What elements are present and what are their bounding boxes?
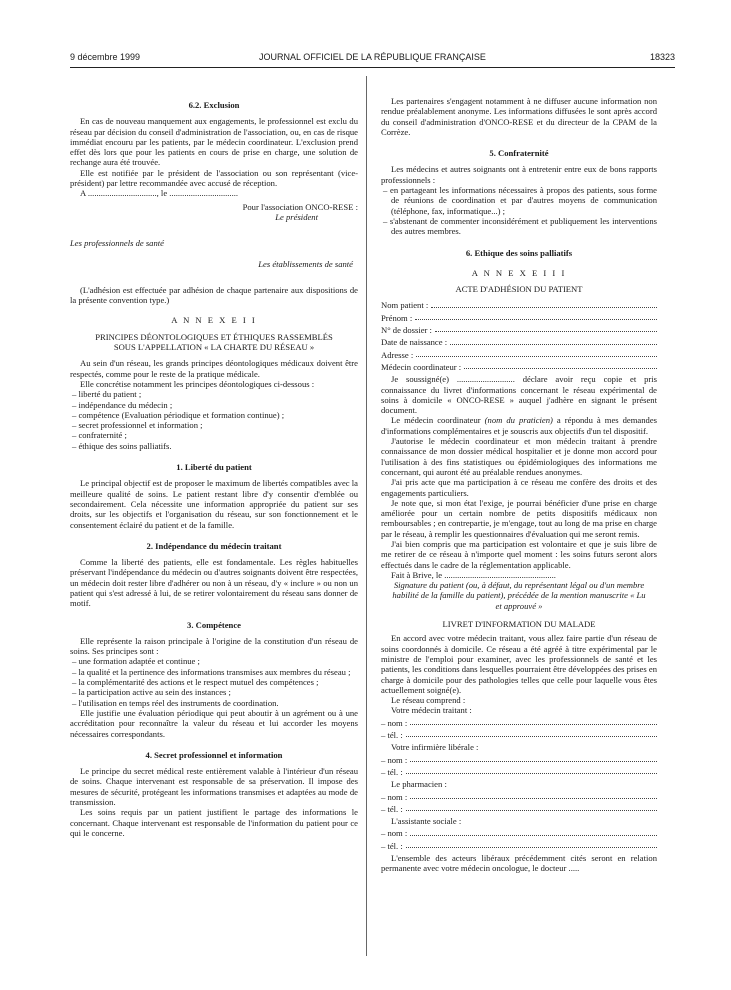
section-2-title: 2. Indépendance du médecin traitant (146, 540, 282, 551)
exclusion-paragraph: En cas de nouveau manquement aux engagements, le professionnel est exclu du réseau par décision du conseil d'administration de l'association, ou, en cas de risque immédiat encouru par les patients, par le médecin coordinateur. L'exclusion prend effet dès lors que pour les patients en cours de prise en charge, une solution de rechange aura été trouvée. (70, 116, 358, 168)
charter-principles-intro: Elle concrétise notamment les principes déontologiques ci-dessous : (80, 378, 315, 389)
network-includes: Le réseau comprend : (391, 695, 466, 706)
list-item: – indépendance du médecin ; (72, 399, 173, 410)
section-5-title: 5. Confraternité (489, 148, 549, 159)
section-6-title: 6. Ethique des soins palliatifs (465, 247, 573, 258)
nurse-label: Votre infirmière libérale : (391, 742, 479, 753)
acknowledgement-paragraph: J'ai pris acte que ma participation à ce réseau me confère des droits et des engagements particuliers. (381, 477, 657, 498)
section-5-paragraph: Les médecins et autres soignants ont à entretenir entre eux de bons rapports professionnels : (381, 164, 657, 185)
doctor-phone-field: – tél. : (381, 730, 657, 740)
partners-commitment: Les partenaires s'engagent notamment à ne diffuser aucune information non rendue préalablement anonyme. Les informations diffusées le sont après accord du conseil d'administration d'ONCO-RESE et du directeur de la CPAM de la Corrèze. (381, 96, 657, 137)
form-field-address: Adresse : (381, 350, 657, 360)
annexe-2-subtitle-1: PRINCIPES DÉONTOLOGIQUES ET ÉTHIQUES RASSEMBLÉS (95, 331, 333, 342)
header-rule (70, 67, 675, 68)
list-item: – éthique des soins palliatifs. (72, 440, 172, 451)
voluntary-paragraph: J'ai bien compris que ma participation est volontaire et que je suis libre de me retirer de ce réseau à n'importe quel moment : les soins futurs seront alors effectués dans le cadre de la réglementation applicable. (381, 538, 657, 570)
doctor-name-field: – nom : (381, 718, 657, 728)
section-4-title: 4. Secret professionnel et information (145, 749, 283, 760)
list-item: – la complémentarité des actions et le respect mutuel des compétences ; (72, 677, 319, 688)
pharmacist-label: Le pharmacien : (391, 779, 447, 790)
header-journal-title: JOURNAL OFFICIEL DE LA RÉPUBLIQUE FRANÇAISE (259, 52, 486, 62)
authorization-paragraph: J'autorise le médecin coordinateur et mon médecin traitant à prendre connaissance de mon dossier médical hospitalier et je donne mon accord pour l'utilisation à des fins statistiques ou épidémiologiques des informations me concernant, qui auront été au préalable rendues anonymes. (381, 436, 657, 477)
list-item: – la qualité et la pertinence des informations transmises aux membres du réseau ; (72, 666, 351, 677)
place-date-line: A ................................, le ................................ (80, 188, 239, 199)
section-4-paragraph-2: Les soins requis par un patient justifient le partage des informations le concernant. Chaque intervenant est responsable de l'information du patient pour ce qui le concerne. (70, 807, 358, 838)
social-worker-phone-field: – tél. : (381, 841, 657, 851)
for-association: Pour l'association ONCO-RESE : (242, 201, 358, 212)
health-professionals-label: Les professionnels de santé (70, 238, 164, 249)
list-item: – confraternité ; (72, 430, 127, 441)
form-field-birth-date: Date de naissance : (381, 337, 657, 347)
form-field-patient-name: Nom patient : (381, 300, 657, 310)
social-worker-label: L'assistante sociale : (391, 816, 462, 827)
list-item: – compétence (Evaluation périodique et formation continue) ; (72, 409, 285, 420)
form-field-coordinator: Médecin coordinateur : (381, 362, 657, 372)
confraternity-list (381, 185, 657, 236)
social-worker-name-field: – nom : (381, 828, 657, 838)
exclusion-title: 6.2. Exclusion (188, 100, 240, 110)
undersigned-declaration: Je soussigné(e) ........................... déclare avoir reçu copie et pris connaissance du livret d'informations concernant le réseau expérimental de soins à domicile « ONCO-RESE » auquel j'adhère en signant le présent document. (381, 374, 657, 416)
form-field-first-name: Prénom : (381, 313, 657, 323)
section-4-paragraph-1: Le principe du secret médical reste entièrement valable à l'intérieur d'un réseau de soins. Chaque intervenant est responsable de sa préservation. Il impose des mesures de sécurité, protégeant les informations transmises et adaptées au mode de transmission. (70, 766, 358, 808)
annexe-2-title: A N N E X E I I (171, 315, 257, 326)
pharmacist-name-field: – nom : (381, 792, 657, 802)
patient-form (381, 300, 657, 372)
right-column (381, 76, 657, 874)
care-note-paragraph: Je note que, si mon état l'exige, je pourrai bénéficier d'une prise en charge améliorée pour un certain nombre de petits dispositifs médicaux non remboursables ; en contrepartie, je m'engage, tout au long de ma prise en charge par le réseau, à remplir les questionnaires d'évaluation qui me seront remis. (381, 497, 657, 539)
exclusion-notification: Elle est notifiée par le président de l'association ou son représentant (vice-président) par lettre recommandée avec accusé de réception. (70, 167, 358, 189)
list-item: – l'utilisation en temps réel des instruments de coordination. (72, 697, 279, 708)
section-1-paragraph: Le principal objectif est de proposer le maximum de libertés compatibles avec la meilleure qualité de soins. Le patient restant libre d'y consentir d'emblée ou secondairement. Cela nécessite une information appropriée du patient sur ses droits, sur les objectifs et l'organisation du réseau, sur son fonctionnement et le consentement éclairé du patient et de la famille. (70, 478, 358, 530)
pharmacist-phone-field: – tél. : (381, 804, 657, 814)
nurse-phone-field: – tél. : (381, 767, 657, 777)
actors-relation-paragraph: L'ensemble des acteurs libéraux précédemment cités seront en relation permanente avec votre médecin oncologue, le docteur ..... (381, 853, 657, 874)
list-item: – en partageant les informations nécessaires à propos des patients, sous forme de réunions de coordination et par d'autres moyens de communication (téléphone, fax, informatique...) ; (383, 185, 657, 216)
section-2-paragraph: Comme la liberté des patients, elle est fondamentale. Les règles habituelles préservant l'indépendance du médecin ou d'autres soignants doivent être respectées, un médecin doit rester libre d'adhérer ou non à un réseau, d'y « inclure » ou non un patient qui s'est adressé à lui, de se retirer volontairement du réseau sans donner de motif. (70, 557, 358, 609)
annexe-3-subtitle: ACTE D'ADHÉSION DU PATIENT (455, 284, 583, 295)
section-3-intro: Elle représente la raison principale à l'origine de la constitution d'un réseau de soins. Ses principes sont : (70, 635, 358, 657)
signature-instruction: Signature du patient (ou, à défaut, du représentant légal ou d'un membre habilité de la famille du patient), précédée de la mention manuscrite « Lu et approuvé » (392, 580, 646, 611)
column-divider (366, 76, 367, 956)
charter-intro: Au sein d'un réseau, les grands principes déontologiques médicaux doivent être respectés, comme pour le reste de la pratique médicale. (70, 358, 358, 379)
list-item: – s'abstenant de commenter inconsidérément et publiquement les interventions des autres membres. (383, 215, 657, 237)
header-page-number: 18323 (649, 52, 675, 62)
page-header (70, 52, 675, 66)
section-3-title: 3. Compétence (187, 619, 241, 630)
treating-doctor-label: Votre médecin traitant : (391, 705, 472, 716)
section-3-evaluation: Elle justifie une évaluation périodique qui peut aboutir à un agrément ou à une accréditation pour reconnaître la valeur du réseau et lui accorder les moyens nécessaires correspondants. (70, 707, 358, 739)
left-column (70, 76, 358, 838)
booklet-intro: En accord avec votre médecin traitant, vous allez faire partie d'un réseau de soins coordonnés à domicile. Ce réseau a été agréé à titre expérimental par le ministre de l'emploi pour examiner, avec les professionnels de santé et les patients, les conditions dans lesquelles pourraient être développées des prises en charge à domicile pour des pathologies telles que celle pour laquelle vous êtes actuellement soigné(e). (381, 633, 657, 695)
list-item: – secret professionnel et information ; (72, 420, 203, 431)
nurse-name-field: – nom : (381, 755, 657, 765)
section-1-title: 1. Liberté du patient (176, 462, 252, 473)
list-item: – une formation adaptée et continue ; (72, 656, 200, 667)
coordinator-statement: Le médecin coordinateur (nom du praticien) a répondu à mes demandes d'informations complémentaires et je souscris aux objectifs d'un tel dispositif. (381, 415, 657, 436)
list-item: – la participation active au sein des instances ; (72, 687, 231, 698)
annexe-3-title: A N N E X E I I I (471, 267, 567, 278)
annexe-2-subtitle-2: SOUS L'APPELLATION « LA CHARTE DU RÉSEAU » (113, 342, 315, 353)
charter-principles-list (70, 389, 358, 451)
adhesion-note: (L'adhésion est effectuée par adhésion de chaque partenaire aux dispositions de la présente convention type.) (70, 284, 358, 306)
president-label: Le président (275, 211, 318, 222)
information-booklet-title: LIVRET D'INFORMATION DU MALADE (442, 619, 596, 630)
competence-list (70, 656, 358, 707)
list-item: – liberté du patient ; (72, 389, 142, 400)
header-date: 9 décembre 1999 (70, 52, 141, 62)
health-establishments-label: Les établissements de santé (258, 258, 353, 269)
signed-at-line: Fait à Brive, le .................................................... (391, 569, 556, 580)
form-field-file-number: N° de dossier : (381, 325, 657, 335)
